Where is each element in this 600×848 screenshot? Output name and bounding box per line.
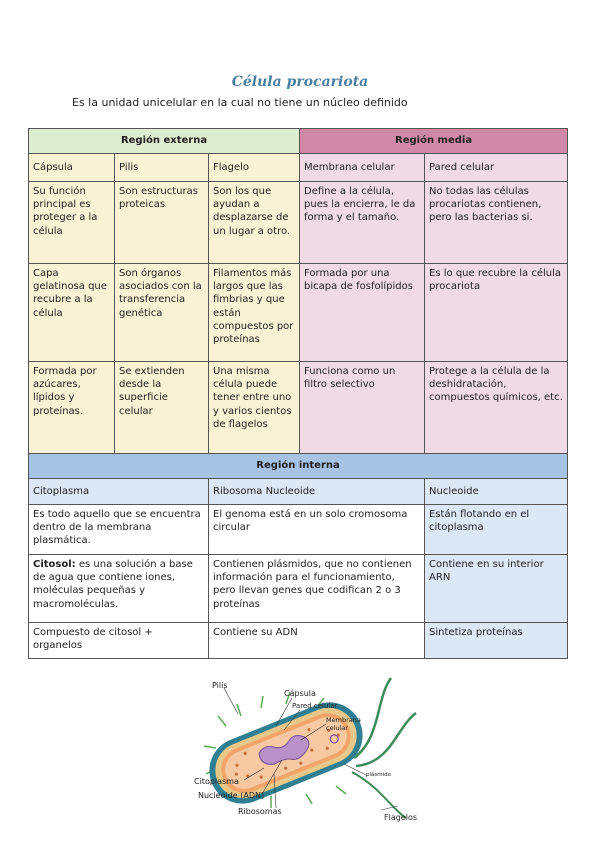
- bacteria-diagram: [176, 668, 426, 828]
- table-cell: Son los que ayudan a desplazarse de un lugar a otro.: [209, 182, 300, 264]
- page-subtitle: Es la unidad unicelular en la cual no tiene un núcleo definido: [72, 96, 408, 109]
- col-header-flagelo: Flagelo: [209, 154, 300, 182]
- table-cell: Es lo que recubre la célula procariota: [425, 264, 568, 362]
- col-header-nucleoide: Nucleoide: [425, 479, 568, 505]
- header-region-interna: Región interna: [29, 454, 568, 479]
- table-cell: Filamentos más largos que las fimbrias y que están compuestos por proteínas: [209, 264, 300, 362]
- table-cell: Es todo aquello que se encuentra dentro de la membrana plasmática.: [29, 505, 209, 555]
- table-cell: Sintetiza proteínas: [425, 623, 568, 659]
- table-cell: Protege a la célula de la deshidratación, compuestos químicos, etc.: [425, 362, 568, 454]
- label-pilis: Pilis: [212, 681, 228, 690]
- table-cell: Contiene su ADN: [209, 623, 425, 659]
- table-cell: Se extienden desde la superficie celular: [115, 362, 209, 454]
- label-nucleoide: Nucleoide (ADN): [198, 791, 265, 800]
- table-cell: Contiene en su interior ARN: [425, 555, 568, 623]
- table-cell: Funciona como un filtro selectivo: [300, 362, 425, 454]
- col-header-citoplasma: Citoplasma: [29, 479, 209, 505]
- table-cell: Formada por azúcares, lípidos y proteínas.: [29, 362, 115, 454]
- table-cell: Una misma célula puede tener entre uno y varios cientos de flagelos: [209, 362, 300, 454]
- cell-table: [28, 128, 568, 659]
- table-cell: Son órganos asociados con la transferencia genética: [115, 264, 209, 362]
- table-cell: Contienen plásmidos, que no contienen información para el funcionamiento, pero llevan genes que codifican 2 o 3 proteínas: [209, 555, 425, 623]
- label-plasmido: plásmido: [366, 772, 391, 778]
- table-cell: Son estructuras proteicas: [115, 182, 209, 264]
- table-cell: Capa gelatinosa que recubre a la célula: [29, 264, 115, 362]
- label-membrana: Membrana: [326, 716, 361, 724]
- table-cell: No todas las células procariotas contienen, pero las bacterias si.: [425, 182, 568, 264]
- label-membrana-2: celular: [326, 724, 348, 732]
- page-title: Célula procariota: [231, 74, 369, 90]
- table-cell: Compuesto de citosol + organelos: [29, 623, 209, 659]
- table-cell: Su función principal es proteger a la célula: [29, 182, 115, 264]
- citosol-label: Citosol:: [33, 559, 76, 570]
- table-cell: Formada por una bicapa de fosfolípidos: [300, 264, 425, 362]
- label-pared: Pared celular: [292, 702, 338, 710]
- col-header-pilis: Pilis: [115, 154, 209, 182]
- label-flagelos: Flagelos: [384, 813, 418, 822]
- header-region-externa: Región externa: [29, 129, 300, 154]
- table-cell: Están flotando en el citoplasma: [425, 505, 568, 555]
- table-cell: Define a la célula, pues la encierra, le da forma y el tamaño.: [300, 182, 425, 264]
- col-header-capsula: Cápsula: [29, 154, 115, 182]
- label-citoplasma: Citoplasma: [194, 777, 239, 786]
- label-ribosomas: Ribosomas: [238, 807, 282, 816]
- label-capsula: Cápsula: [284, 689, 316, 698]
- header-region-media: Región media: [300, 129, 568, 154]
- col-header-pared: Pared celular: [425, 154, 568, 182]
- col-header-ribosoma: Ribosoma Nucleoide: [209, 479, 425, 505]
- table-cell: [29, 555, 209, 623]
- citosol-text: es una solución a base de agua que contiene iones, moléculas pequeñas y macromoléculas.: [33, 559, 193, 610]
- table-cell: El genoma está en un solo cromosoma circular: [209, 505, 425, 555]
- col-header-membrana: Membrana celular: [300, 154, 425, 182]
